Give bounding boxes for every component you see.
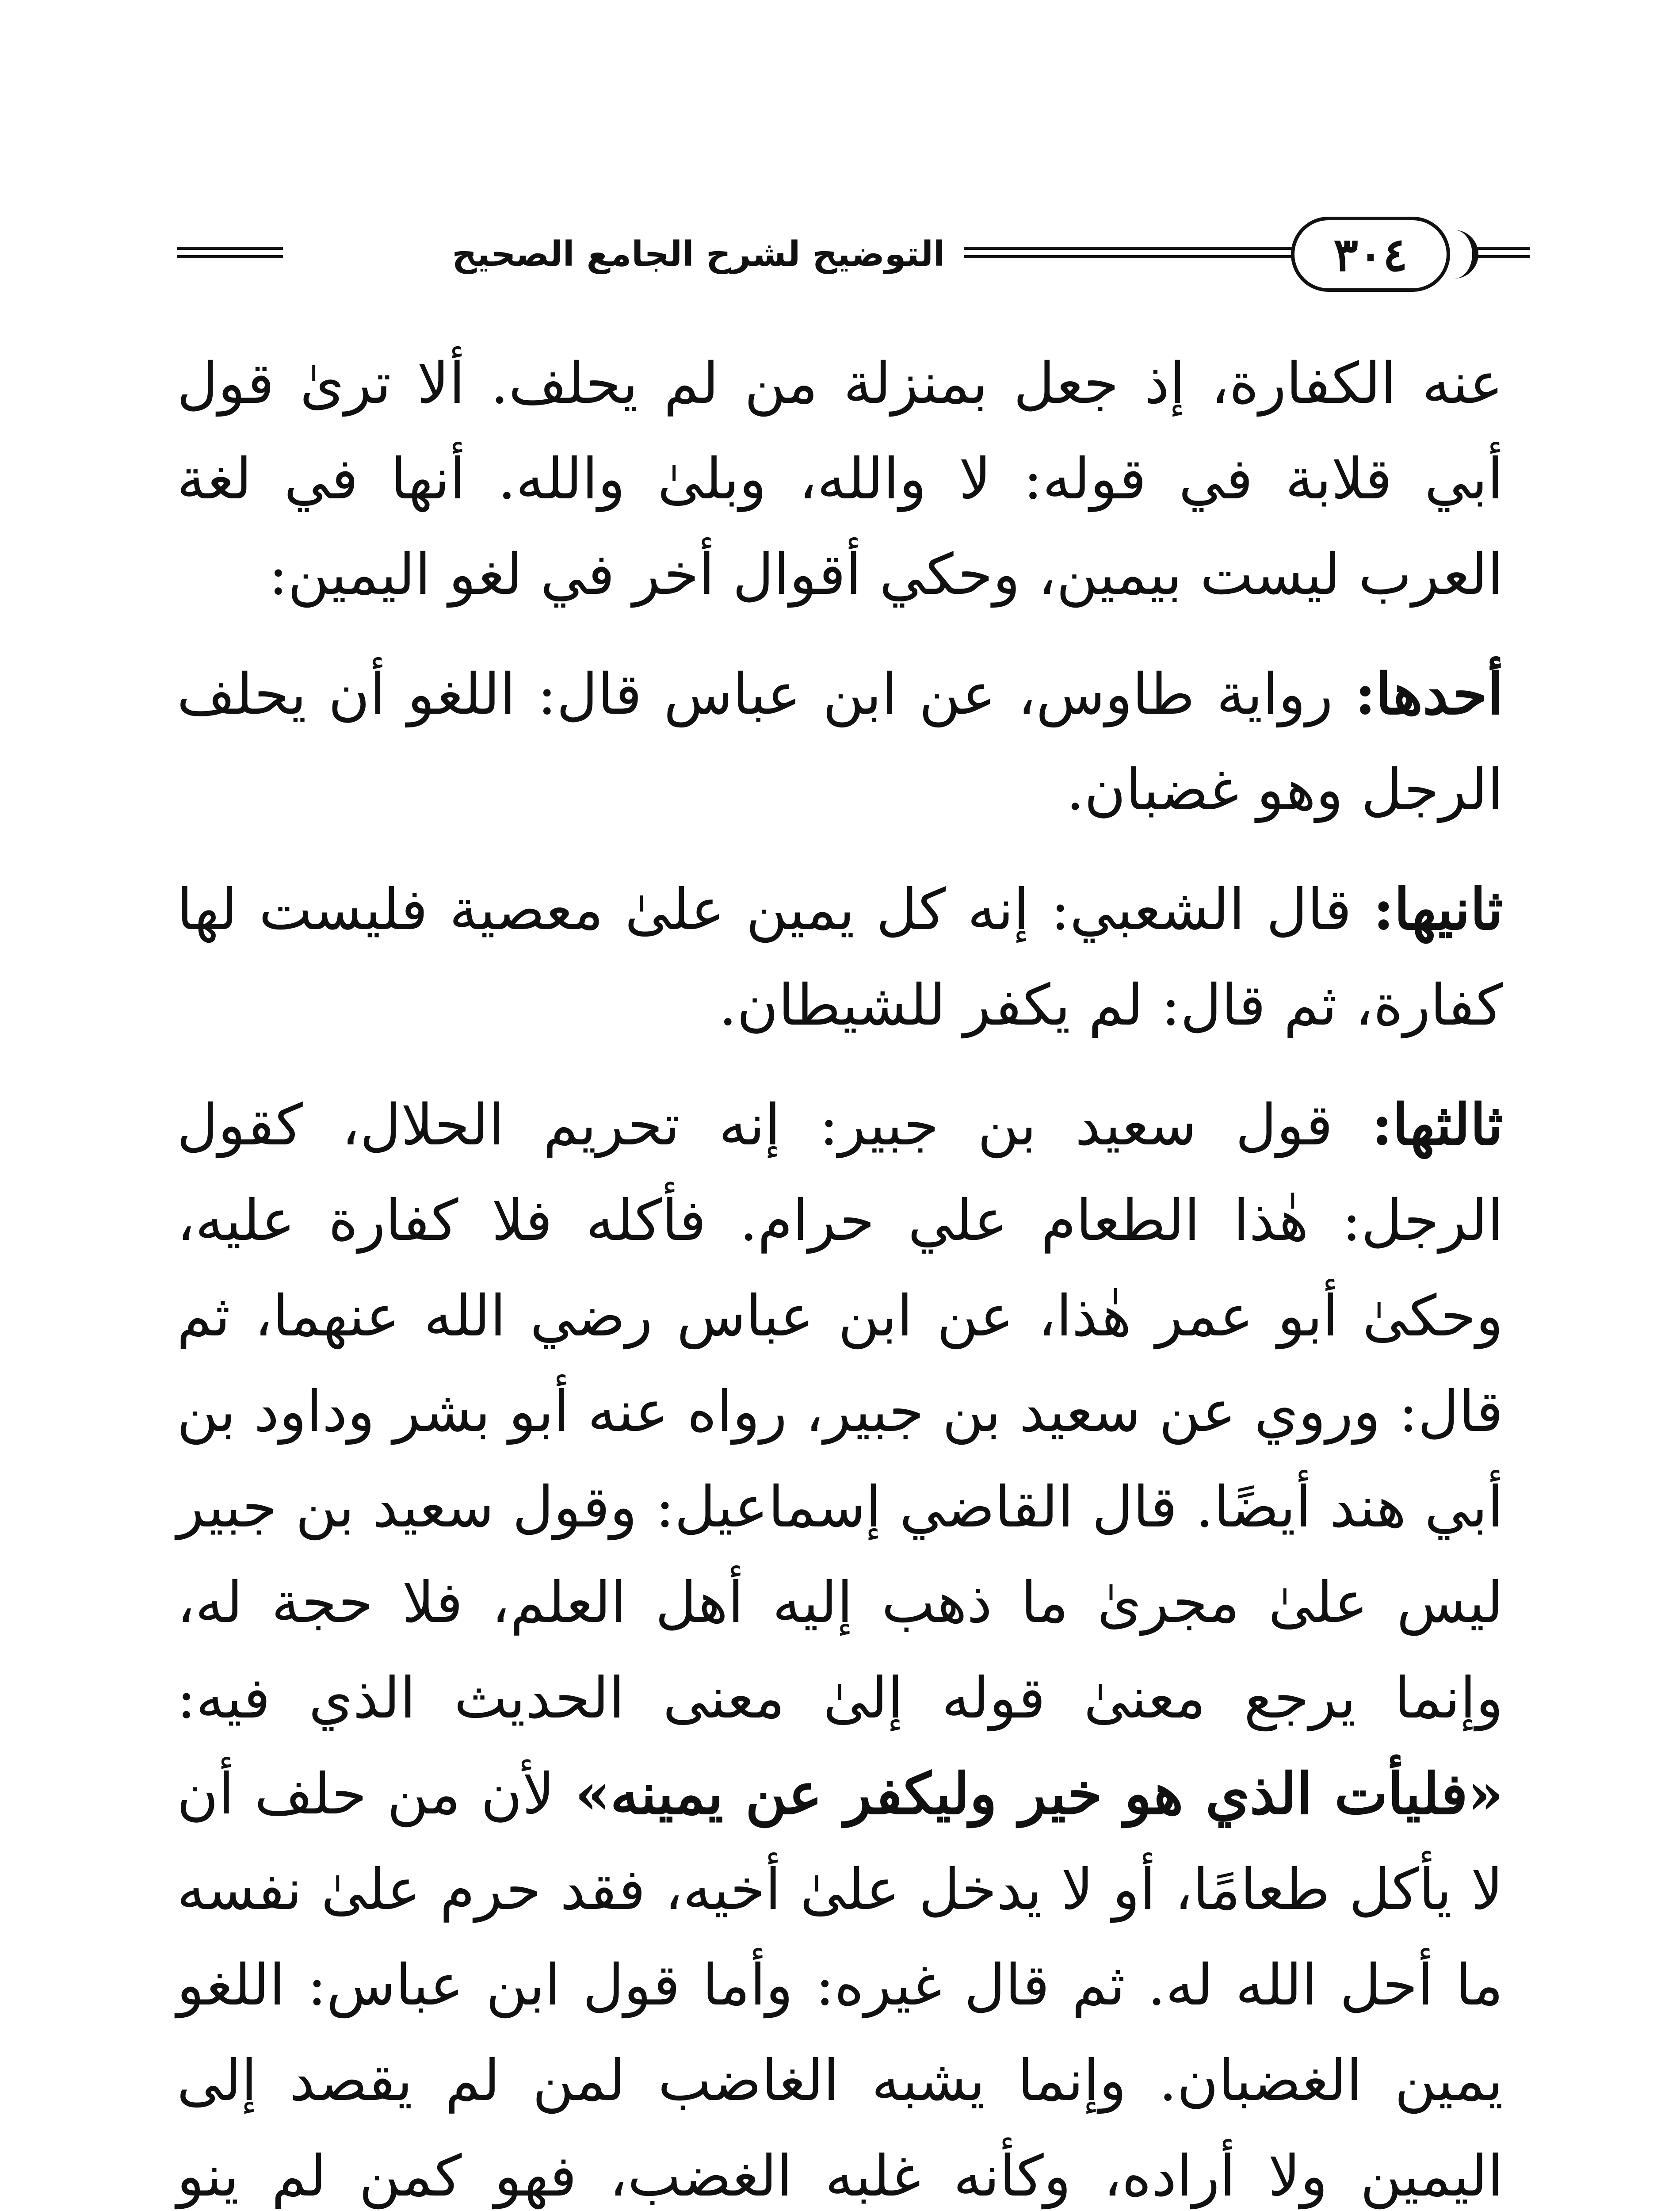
paragraph-1 [177, 336, 1503, 623]
paragraph-4 [177, 1077, 1503, 2211]
header-rule-left [177, 247, 283, 258]
page-number-ornament [1441, 230, 1478, 279]
paragraph-2-text: رواية طاوس، عن ابن عباس قال: اللغو أن يحلف الرجل وهو غضبان. [177, 662, 1503, 823]
main-text [177, 336, 1503, 2211]
paragraph-1-text: عنه الكفارة، إذ جعل بمنزلة من لم يحلف. ألا ترىٰ قول أبي قلابة في قوله: لا والله، وبلىٰ والله. أنها في لغة العرب ليست بيمين، وحكي أقوال أخر في لغو اليمين: [177, 351, 1503, 608]
page-number-badge [1291, 217, 1450, 292]
hadith-quote: «فليأت الذي هو خير وليكفر عن يمينه» [575, 1761, 1504, 1827]
paragraph-2 [177, 646, 1503, 838]
header-rule-middle [964, 247, 1295, 258]
paragraph-3 [177, 862, 1503, 1053]
paragraph-4-text-b: لأن من حلف أن لا يأكل طعامًا، أو لا يدخل علىٰ أخيه، فقد حرم علىٰ نفسه ما أحل الله له. ثم قال غيره: وأما قول ابن عباس: اللغو يمين الغضبان. وإنما يشبه الغاضب لمن لم يقصد إلى اليمين ولا أراده، وكأنه غلبه الغضب، فهو كمن لم ينو [177, 1761, 1503, 2209]
paragraph-3-text: قال الشعبي: إنه كل يمين علىٰ معصية فليست لها كفارة، ثم قال: لم يكفر للشيطان. [177, 877, 1503, 1038]
paragraph-2-lead: أحدها: [1355, 661, 1503, 727]
running-title: التوضيح لشرح الجامع الصحيح [451, 230, 946, 279]
header-rule-right [1472, 247, 1530, 258]
paragraph-4-text-a: قول سعيد بن جبير: إنه تحريم الحلال، كقول الرجل: هٰذا الطعام علي حرام. فأكله فلا كفارة عليه، وحكىٰ أبو عمر هٰذا، عن ابن عباس رضي الله عنهما، ثم قال: وروي عن سعيد بن جبير، رواه عنه أبو بشر وداود بن أبي هند أيضًا. قال القاضي إسماعيل: وقول سعيد بن جبير ليس علىٰ مجرىٰ ما ذهب إليه أهل العلم، فلا حجة له، وإنما يرجع معنىٰ قوله إلىٰ معنى الحديث الذي فيه: [177, 1092, 1504, 1731]
page-number: ٣٠٤ [1333, 227, 1408, 282]
paragraph-3-lead: ثانيها: [1373, 876, 1504, 943]
page-header [177, 212, 1530, 301]
paragraph-4-lead: ثالثها: [1371, 1092, 1503, 1158]
